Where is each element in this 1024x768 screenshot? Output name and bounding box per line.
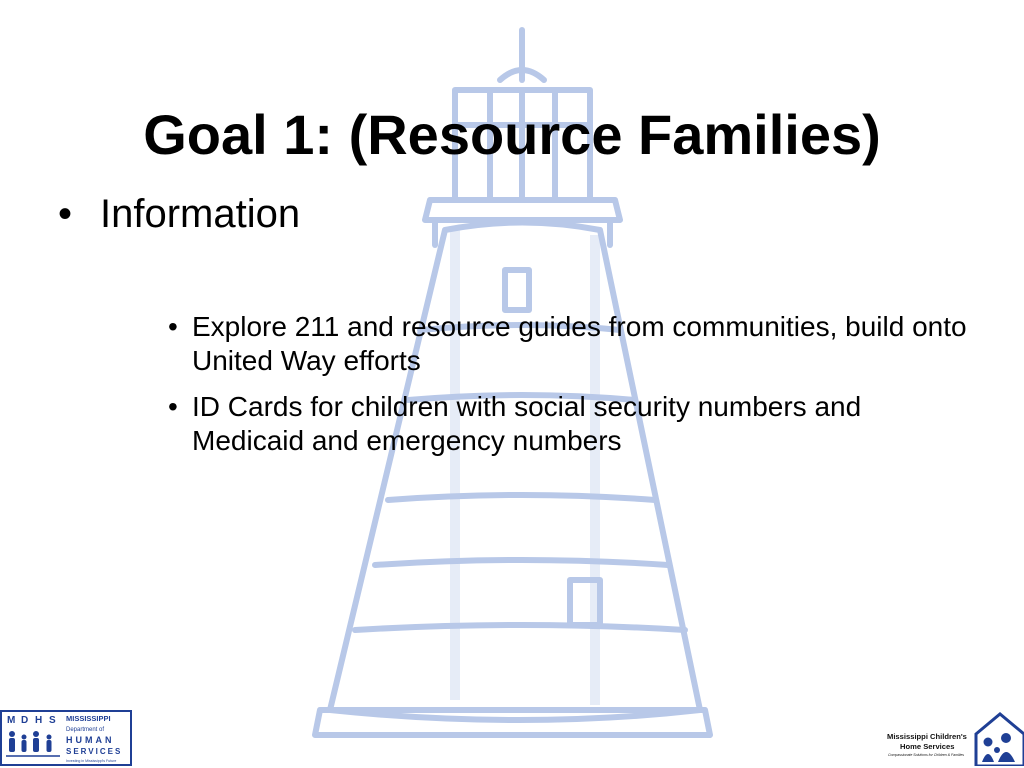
mchs-tagline: Compassionate Solutions for Children & Families <box>888 753 965 757</box>
bullet-dot: • <box>168 311 178 342</box>
mchs-logo <box>884 706 1024 766</box>
mdhs-letter-d: D <box>21 715 29 726</box>
house-family-icon <box>976 714 1024 766</box>
mdhs-tagline: Investing in Mississippi's Future <box>66 759 117 763</box>
bullet-dot: • <box>168 391 178 422</box>
mdhs-letter-s: S <box>49 715 56 726</box>
bullet-level2-list <box>168 310 968 470</box>
mdhs-line-department: Department of <box>66 727 105 733</box>
mdhs-line-state: MISSISSIPPI <box>66 714 111 723</box>
list-item-text: ID Cards for children with social security numbers and Medicaid and emergency numbers <box>192 391 862 456</box>
slide-title: Goal 1: (Resource Families) <box>143 102 881 166</box>
bullet-level1-text: Information <box>100 192 301 236</box>
bullet-level1 <box>58 190 300 238</box>
mdhs-logo <box>0 710 132 766</box>
mdhs-letter-m: M <box>7 715 16 726</box>
mchs-name-line1: Mississippi Children's <box>887 732 967 741</box>
list-item-text: Explore 211 and resource guides from communities, build onto United Way efforts <box>192 311 967 376</box>
mchs-name-line2: Home Services <box>900 742 955 751</box>
mdhs-line-human: HUMAN <box>66 735 115 745</box>
mdhs-line-services: SERVICES <box>66 747 123 756</box>
list-item <box>168 310 968 378</box>
bullet-dot: • <box>58 192 73 236</box>
list-item <box>168 390 968 458</box>
mdhs-letter-h: H <box>35 715 43 726</box>
